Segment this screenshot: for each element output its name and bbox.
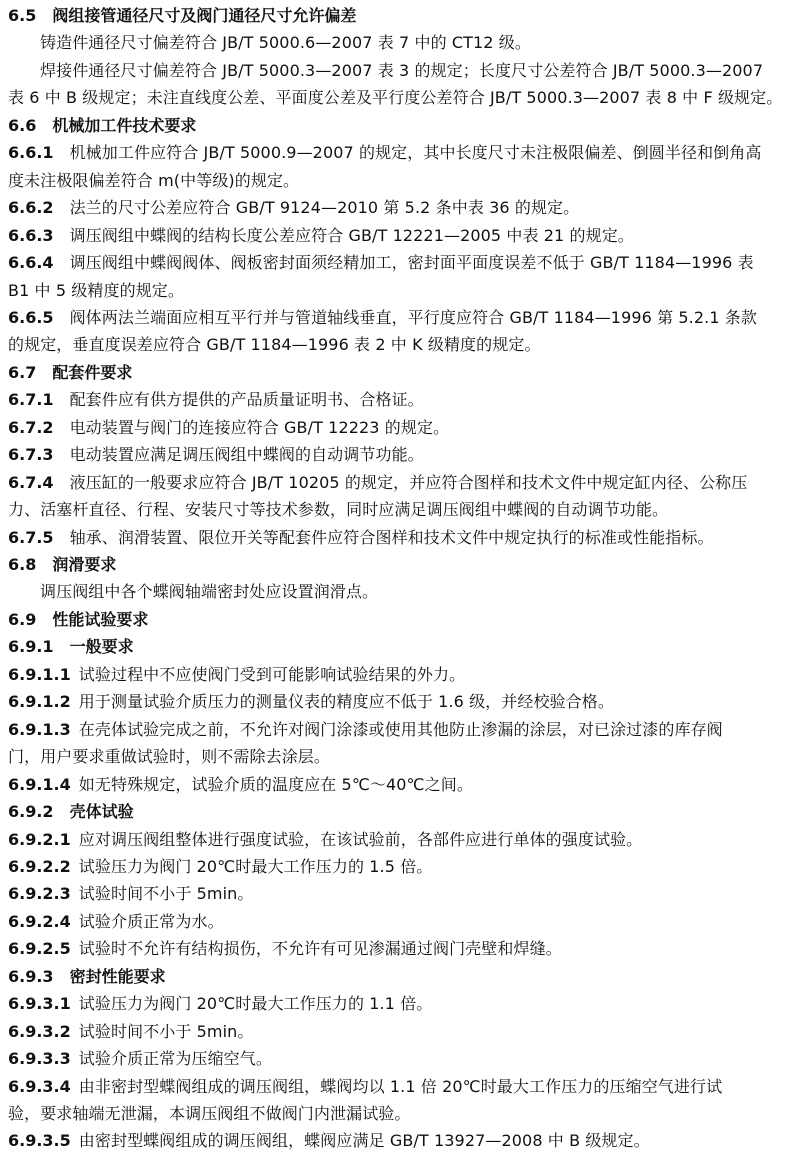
text-line bbox=[8, 856, 790, 878]
clause-title: 机械加工件技术要求 bbox=[52, 115, 197, 135]
text-line bbox=[8, 636, 790, 658]
clause-text: 表 6 中 B 级规定；未注直线度公差、平面度公差及平行度公差符合 JB/T 5000.3—2007 表 8 中 F 级规定。 bbox=[8, 88, 783, 108]
clause-text: 如无特殊规定，试验介质的温度应在 5℃～40℃之间。 bbox=[78, 774, 473, 794]
spacer bbox=[71, 720, 79, 739]
clause-text: 试验时间不小于 5min。 bbox=[78, 1021, 254, 1041]
clause-number: 6.7.3 bbox=[8, 445, 54, 465]
text-line bbox=[8, 472, 790, 494]
spacer bbox=[54, 528, 70, 547]
clause-title: 阀组接管通径尺寸及阀门通径尺寸允许偏差 bbox=[52, 6, 357, 25]
clause-text: 试验压力为阀门 20℃时最大工作压力的 1.1 倍。 bbox=[78, 994, 433, 1014]
text-line bbox=[8, 609, 790, 631]
clause-number: 6.6.4 bbox=[8, 253, 54, 273]
clause-number: 6.9.2.2 bbox=[8, 856, 71, 876]
clause-text: 的规定，垂直度误差应符合 GB/T 1184—1996 表 2 中 K 级精度的规定。 bbox=[8, 335, 541, 355]
text-line bbox=[8, 307, 790, 329]
clause-number: 6.9.3.1 bbox=[8, 994, 71, 1014]
spacer bbox=[36, 555, 52, 574]
text-line bbox=[8, 883, 790, 905]
clause-number: 6.9.2.4 bbox=[8, 911, 71, 931]
text-line bbox=[40, 60, 790, 82]
text-line bbox=[8, 719, 790, 741]
text-line bbox=[8, 911, 790, 933]
spacer bbox=[36, 610, 52, 629]
spacer bbox=[71, 1022, 79, 1041]
clause-text: 试验介质正常为水。 bbox=[78, 911, 224, 931]
text-line bbox=[8, 1130, 790, 1152]
spacer bbox=[71, 692, 79, 711]
clause-number: 6.9.3.4 bbox=[8, 1076, 71, 1096]
clause-text: 机械加工件应符合 JB/T 5000.9—2007 的规定，其中长度尺寸未注极限偏差、倒圆半径和倒角高 bbox=[69, 143, 762, 163]
text-line bbox=[40, 32, 790, 54]
spacer bbox=[71, 665, 79, 684]
text-line bbox=[8, 1021, 790, 1043]
spacer bbox=[54, 637, 70, 656]
spacer bbox=[36, 363, 52, 382]
clause-text: 调压阀组中各个蝶阀轴端密封处应设置润滑点。 bbox=[40, 582, 379, 602]
clause-number: 6.9.1.2 bbox=[8, 692, 71, 712]
clause-text: 调压阀组中蝶阀的结构长度公差应符合 GB/T 12221—2005 中表 21 的规定。 bbox=[69, 225, 634, 245]
clause-number: 6.7.4 bbox=[8, 472, 54, 492]
text-line bbox=[8, 1048, 790, 1070]
spacer bbox=[71, 884, 79, 903]
text-line bbox=[8, 527, 790, 549]
clause-number: 6.9.3.5 bbox=[8, 1131, 71, 1151]
spacer bbox=[54, 253, 70, 272]
spacer bbox=[71, 775, 79, 794]
spacer bbox=[54, 390, 70, 409]
text-line bbox=[8, 801, 790, 823]
spacer bbox=[71, 912, 79, 931]
spacer bbox=[71, 1077, 79, 1096]
text-line bbox=[8, 115, 790, 137]
text-line bbox=[8, 417, 790, 439]
clause-text: B1 中 5 级精度的规定。 bbox=[8, 280, 184, 300]
clause-number: 6.9.1.1 bbox=[8, 664, 71, 684]
clause-title: 润滑要求 bbox=[52, 555, 117, 574]
text-line bbox=[8, 966, 790, 988]
text-line bbox=[8, 444, 790, 466]
text-line bbox=[8, 170, 790, 192]
clause-text: 焊接件通径尺寸偏差符合 JB/T 5000.3—2007 表 3 的规定；长度尺寸公差符合 JB/T 5000.3—2007 bbox=[40, 60, 764, 80]
spacer bbox=[36, 6, 52, 25]
clause-text: 应对调压阀组整体进行强度试验，在该试验前，各部件应进行单体的强度试验。 bbox=[78, 829, 643, 849]
clause-number: 6.9.2 bbox=[8, 802, 54, 822]
clause-title: 密封性能要求 bbox=[69, 966, 166, 986]
text-line bbox=[8, 334, 790, 356]
clause-number: 6.7.1 bbox=[8, 390, 54, 410]
text-line bbox=[8, 362, 790, 384]
clause-number: 6.9 bbox=[8, 609, 37, 629]
clause-title: 壳体试验 bbox=[69, 802, 134, 822]
clause-number: 6.6.5 bbox=[8, 307, 54, 327]
clause-title: 配套件要求 bbox=[52, 362, 133, 382]
clause-text: 试验时间不小于 5min。 bbox=[78, 884, 254, 904]
clause-number: 6.9.2.5 bbox=[8, 939, 71, 959]
spacer bbox=[54, 143, 70, 162]
spacer bbox=[36, 116, 52, 135]
spacer bbox=[71, 1131, 79, 1150]
clause-number: 6.7 bbox=[8, 362, 37, 382]
clause-number: 6.9.2.3 bbox=[8, 884, 71, 904]
clause-number: 6.9.1.3 bbox=[8, 719, 71, 739]
spacer bbox=[54, 418, 70, 437]
clause-text: 试验过程中不应使阀门受到可能影响试验结果的外力。 bbox=[78, 664, 466, 684]
clause-text: 液压缸的一般要求应符合 JB/T 10205 的规定，并应符合图样和技术文件中规定缸内径、公称压 bbox=[69, 472, 748, 492]
clause-number: 6.7.5 bbox=[8, 527, 54, 547]
clause-number: 6.9.1 bbox=[8, 637, 54, 657]
clause-text: 门，用户要求重做试验时，则不需除去涂层。 bbox=[8, 747, 331, 767]
clause-title: 性能试验要求 bbox=[52, 609, 149, 629]
text-line bbox=[8, 5, 790, 27]
clause-number: 6.9.3.3 bbox=[8, 1049, 71, 1069]
spacer bbox=[54, 967, 70, 986]
spacer bbox=[54, 308, 70, 327]
spacer bbox=[54, 226, 70, 245]
clause-text: 在壳体试验完成之前，不允许对阀门涂漆或使用其他防止渗漏的涂层，对已涂过漆的库存阀 bbox=[78, 719, 723, 739]
clause-text: 轴承、润滑装置、限位开关等配套件应符合图样和技术文件中规定执行的标准或性能指标。 bbox=[69, 527, 714, 547]
text-line bbox=[8, 197, 790, 219]
text-line bbox=[8, 1103, 790, 1125]
text-line bbox=[8, 142, 790, 164]
text-line bbox=[8, 554, 790, 576]
text-line bbox=[8, 993, 790, 1015]
spacer bbox=[71, 857, 79, 876]
clause-number: 6.9.3 bbox=[8, 966, 54, 986]
clause-text: 试验压力为阀门 20℃时最大工作压力的 1.5 倍。 bbox=[78, 856, 433, 876]
spacer bbox=[54, 802, 70, 821]
clause-text: 力、活塞杆直径、行程、安装尺寸等技术参数，同时应满足调压阀组中蝶阀的自动调节功能。 bbox=[8, 500, 669, 520]
clause-number: 6.7.2 bbox=[8, 417, 54, 437]
text-line bbox=[8, 252, 790, 274]
clause-text: 配套件应有供方提供的产品质量证明书、合格证。 bbox=[69, 390, 424, 410]
clause-text: 用于测量试验介质压力的测量仪表的精度应不低于 1.6 级，并经校验合格。 bbox=[78, 692, 614, 712]
clause-text: 电动装置应满足调压阀组中蝶阀的自动调节功能。 bbox=[69, 445, 424, 465]
clause-text: 由密封型蝶阀组成的调压阀组，蝶阀应满足 GB/T 13927—2008 中 B 级规定。 bbox=[78, 1131, 650, 1151]
clause-number: 6.6.3 bbox=[8, 225, 54, 245]
clause-text: 试验时不允许有结构损伤，不允许有可见渗漏通过阀门壳壁和焊缝。 bbox=[78, 939, 562, 959]
spacer bbox=[71, 994, 79, 1013]
clause-text: 度未注极限偏差符合 m(中等级)的规定。 bbox=[8, 170, 300, 190]
spacer bbox=[54, 198, 70, 217]
spacer bbox=[54, 473, 70, 492]
text-line bbox=[8, 664, 790, 686]
text-line bbox=[8, 389, 790, 411]
clause-text: 由非密封型蝶阀组成的调压阀组，蝶阀均以 1.1 倍 20℃时最大工作压力的压缩空气进行试 bbox=[78, 1076, 723, 1096]
text-line bbox=[8, 774, 790, 796]
clause-text: 阀体两法兰端面应相互平行并与管道轴线垂直，平行度应符合 GB/T 1184—1996 第 5.2.1 条款 bbox=[69, 307, 757, 327]
clause-text: 试验介质正常为压缩空气。 bbox=[78, 1049, 272, 1069]
spacer bbox=[71, 1049, 79, 1068]
spacer bbox=[71, 939, 79, 958]
text-line bbox=[8, 499, 790, 521]
clause-number: 6.6.2 bbox=[8, 198, 54, 218]
text-line bbox=[8, 938, 790, 960]
text-line bbox=[8, 746, 790, 768]
spacer bbox=[71, 830, 79, 849]
text-line bbox=[40, 581, 790, 603]
text-line bbox=[8, 87, 790, 109]
clause-text: 法兰的尺寸公差应符合 GB/T 9124—2010 第 5.2 条中表 36 的规定。 bbox=[69, 198, 580, 218]
clause-title: 一般要求 bbox=[69, 637, 134, 657]
clause-number: 6.9.1.4 bbox=[8, 774, 71, 794]
clause-number: 6.9.2.1 bbox=[8, 829, 71, 849]
clause-number: 6.5 bbox=[8, 6, 37, 25]
spacer bbox=[54, 445, 70, 464]
clause-number: 6.8 bbox=[8, 555, 37, 574]
clause-number: 6.9.3.2 bbox=[8, 1021, 71, 1041]
text-line bbox=[8, 691, 790, 713]
text-line bbox=[8, 280, 790, 302]
text-line bbox=[8, 829, 790, 851]
clause-text: 电动装置与阀门的连接应符合 GB/T 12223 的规定。 bbox=[69, 417, 450, 437]
clause-text: 铸造件通径尺寸偏差符合 JB/T 5000.6—2007 表 7 中的 CT12 级。 bbox=[40, 33, 531, 53]
clause-number: 6.6 bbox=[8, 115, 37, 135]
text-line bbox=[8, 1076, 790, 1098]
text-line bbox=[8, 225, 790, 247]
clause-number: 6.6.1 bbox=[8, 143, 54, 163]
clause-text: 调压阀组中蝶阀阀体、阀板密封面须经精加工，密封面平面度误差不低于 GB/T 1184—1996 表 bbox=[69, 253, 754, 273]
clause-text: 验，要求轴端无泄漏，本调压阀组不做阀门内泄漏试验。 bbox=[8, 1104, 411, 1123]
